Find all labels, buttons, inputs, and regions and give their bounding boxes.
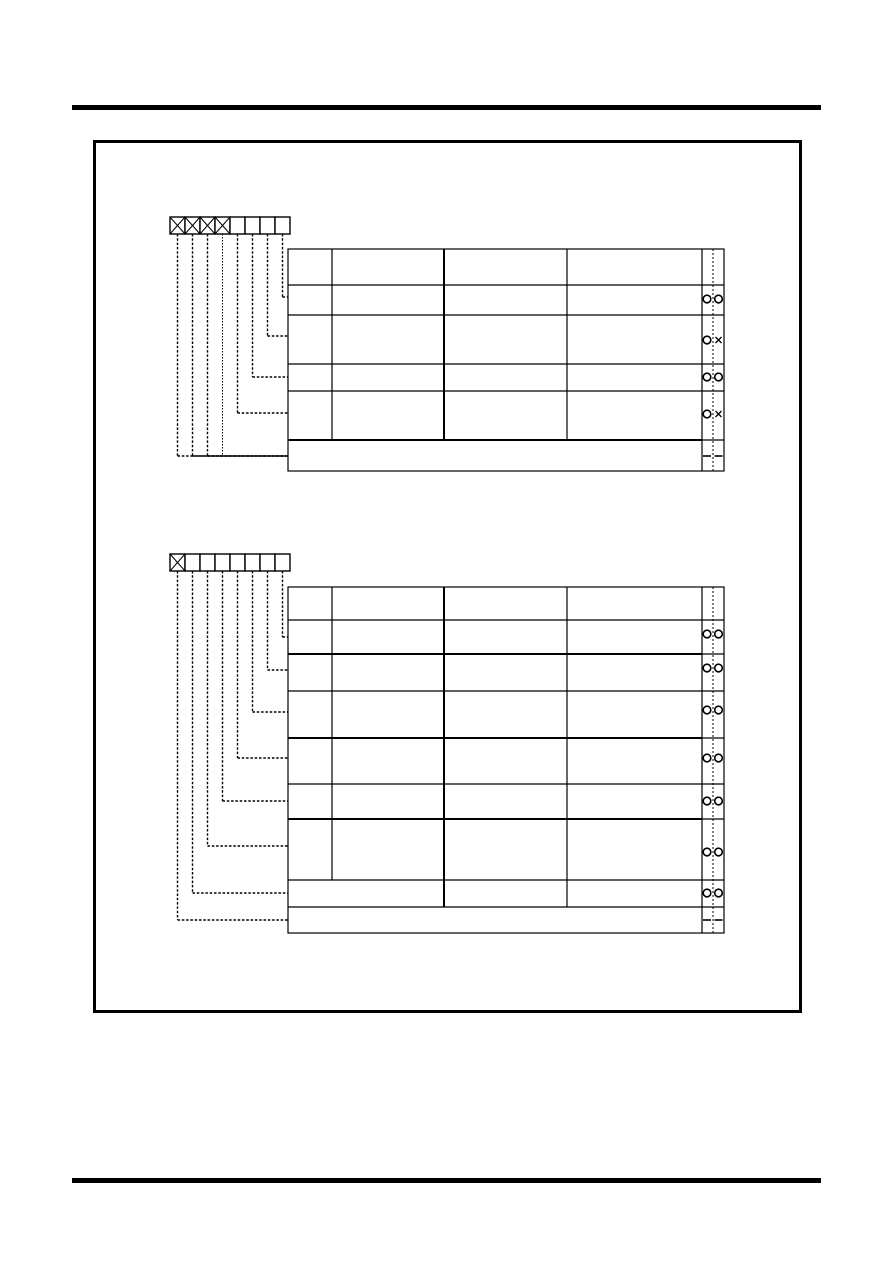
mark-row2-left-circle xyxy=(703,664,711,672)
mark-row7-left-circle xyxy=(703,889,711,897)
table-border xyxy=(288,249,724,471)
mark-row1-right-circle xyxy=(715,295,723,303)
bit-cell-2 xyxy=(200,554,215,571)
mark-row4-left-circle xyxy=(703,754,711,762)
mark-row1-left-circle xyxy=(703,295,711,303)
mark-row3-left-circle xyxy=(703,373,711,381)
mark-row5-left-circle xyxy=(703,797,711,805)
mark-row1-right-circle xyxy=(715,630,723,638)
mark-row2-left-circle xyxy=(703,336,711,344)
bit-cell-6 xyxy=(260,554,275,571)
mark-row5-right-circle xyxy=(715,797,723,805)
register-diagram-lower xyxy=(170,554,724,933)
bit-cell-5 xyxy=(245,217,260,234)
bit-cell-4 xyxy=(230,554,245,571)
mark-row4-left-circle xyxy=(703,410,711,418)
mark-row1-left-circle xyxy=(703,630,711,638)
bit-cell-1 xyxy=(185,554,200,571)
bit-cell-5 xyxy=(245,554,260,571)
register-diagram-upper xyxy=(170,217,724,471)
mark-row3-right-circle xyxy=(715,373,723,381)
bit-cell-3 xyxy=(215,554,230,571)
mark-row3-left-circle xyxy=(703,706,711,714)
mark-row7-right-circle xyxy=(715,889,723,897)
bit-cell-6 xyxy=(260,217,275,234)
bit-cell-7 xyxy=(275,217,290,234)
mark-row3-right-circle xyxy=(715,706,723,714)
bit-cell-4 xyxy=(230,217,245,234)
bit-cell-7 xyxy=(275,554,290,571)
mark-row4-right-circle xyxy=(715,754,723,762)
mark-row6-right-circle xyxy=(715,848,723,856)
mark-row6-left-circle xyxy=(703,848,711,856)
table-border xyxy=(288,587,724,933)
mark-row2-right-circle xyxy=(715,664,723,672)
